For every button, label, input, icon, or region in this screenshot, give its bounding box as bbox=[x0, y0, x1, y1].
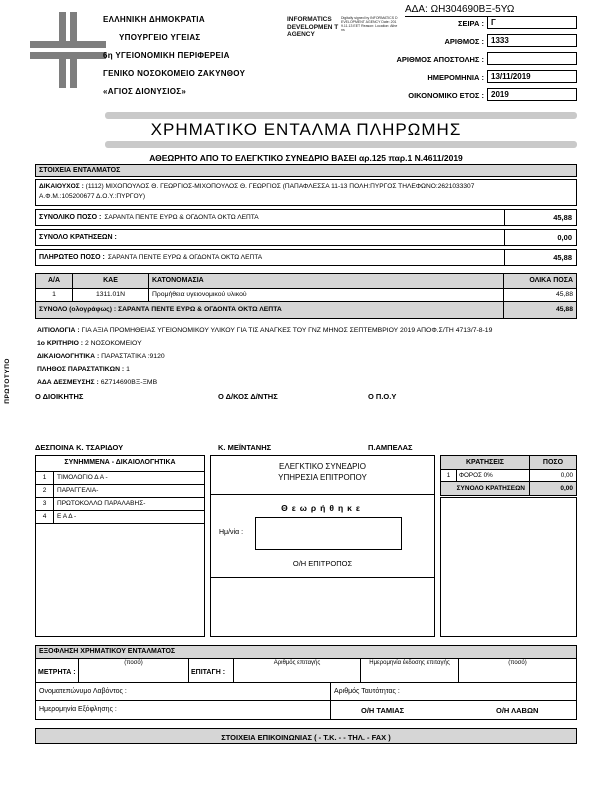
criterion-value: 2 ΝΟΣΟΚΟΜΕΙΟΥ bbox=[84, 340, 142, 347]
hospital-cross-logo bbox=[30, 12, 106, 88]
total-amount-label: ΣΥΝΟΛΙΚΟ ΠΟΣΟ : bbox=[39, 214, 102, 221]
total-amount-row bbox=[35, 209, 577, 226]
payoff-signatures-area bbox=[331, 701, 576, 719]
beneficiary-box bbox=[35, 179, 577, 206]
cheque-number-caption: Αριθμός επιταγής bbox=[273, 660, 321, 666]
docs-count-label: ΠΛΗΘΟΣ ΠΑΡΑΣΤΑΤΙΚΩΝ : bbox=[37, 366, 125, 373]
court-line2: ΥΠΗΡΕΣΙΑ ΕΠΙΤΡΟΠΟΥ bbox=[278, 473, 367, 482]
page-subtitle: ΑΘΕΩΡΗΤΟ ΑΠΟ ΤΟ ΕΛΕΓΚΤΙΚΟ ΣΥΝΕΔΡΙΟ ΒΑΣΕΙ αρ.125 παρ.1 Ν.4611/2019 bbox=[149, 153, 463, 163]
org-hospital-name: «ΑΓΙΟΣ ΔΙΟΝΥΣΙΟΣ» bbox=[103, 87, 187, 96]
signatory-name-governor: ΔΕΣΠΟΙΝΑ Κ. ΤΣΑΡΙΔΟΥ bbox=[35, 443, 124, 452]
cheque-amount-caption: (ποσό) bbox=[508, 660, 527, 666]
court-of-audit-panel bbox=[210, 455, 435, 637]
org-ministry: ΥΠΟΥΡΓΕΙΟ ΥΓΕΙΑΣ bbox=[119, 33, 201, 42]
supporting-docs-line bbox=[37, 353, 165, 360]
cheque-date-caption: Ημερομηνία έκδοσης επιταγής bbox=[369, 660, 450, 666]
beneficiary-line2: Α.Φ.Μ.:105200677 Δ.Ο.Υ.:ΠΥΡΓΟΥ) bbox=[39, 193, 146, 200]
payable-amount-row bbox=[35, 249, 577, 266]
attachment-text: ΠΑΡΑΓΓΕΛΙΑ- bbox=[57, 487, 99, 494]
series-label: ΣΕΙΡΑ : bbox=[457, 19, 484, 28]
attachment-text: ΤΙΜΟΛΟΓΙΟ Δ Α - bbox=[57, 474, 108, 481]
payoff-date-label: Ημερομηνία Εξόφλησης : bbox=[36, 701, 331, 719]
approval-date-label: Ημ/νία : bbox=[219, 529, 244, 536]
org-country: ΕΛΛΗΝΙΚΗ ΔΗΜΟΚΡΑΤΙΑ bbox=[103, 15, 205, 24]
approval-date-row bbox=[211, 517, 434, 557]
attachment-text: ΠΡΩΤΟΚΟΛΛΟ ΠΑΡΑΛΑΒΗΣ- bbox=[57, 500, 146, 507]
cash-amount-caption: (ποσό) bbox=[124, 660, 143, 666]
ada-value: ΩΗ304690ΒΞ-5ΥΩ bbox=[430, 4, 515, 15]
cheque-date-cell bbox=[361, 659, 459, 682]
signatory-name-cfo: Π.ΑΜΠΕΛΑΣ bbox=[368, 443, 413, 452]
payable-amount-words: ΣΑΡΑΝΤΑ ΠΕΝΤΕ ΕΥΡΩ & ΟΓΔΟΝΤΑ ΟΚΤΩ ΛΕΠΤΑ bbox=[107, 254, 263, 261]
dispatch-number-box bbox=[487, 52, 577, 65]
attachment-num: 2 bbox=[36, 485, 54, 497]
items-table bbox=[35, 273, 577, 319]
signatory-role-admin-director: Ο Δ/ΚΟΣ Δ/ΝΤΗΣ bbox=[218, 392, 278, 401]
item-name: Προμήθεια υγειονομικού υλικού bbox=[149, 289, 504, 301]
contact-info-bar: ΣΤΟΙΧΕΙΑ ΕΠΙΚΟΙΝΩΝΙΑΣ ( - Τ.Κ. - - ΤΗΛ. - FAX ) bbox=[35, 728, 577, 744]
approval-date-box bbox=[255, 517, 402, 550]
payoff-section-header: ΕΞΟΦΛΗΣΗ ΧΡΗΜΑΤΙΚΟΥ ΕΝΤΑΛΜΑΤΟΣ bbox=[36, 646, 576, 659]
title-bar-top bbox=[105, 112, 577, 119]
attachment-row bbox=[36, 511, 204, 524]
payoff-method-row bbox=[36, 659, 576, 683]
title-bar-bottom bbox=[105, 141, 577, 148]
cheque-number-cell bbox=[234, 659, 361, 682]
deductions-sum-label: ΣΥΝΟΛΟ ΚΡΑΤΗΣΕΩΝ bbox=[456, 485, 525, 492]
supporting-docs-value: ΠΑΡΑΣΤΑΤΙΚΑ :9120 bbox=[101, 353, 165, 360]
item-aa: 1 bbox=[36, 289, 73, 301]
payable-amount-label: ΠΛΗΡΩΤΕΟ ΠΟΣΟ : bbox=[39, 254, 105, 261]
item-amount: 45,88 bbox=[555, 291, 573, 298]
payoff-date-row bbox=[36, 701, 576, 719]
dispatch-number-label: ΑΡΙΘΜΟΣ ΑΠΟΣΤΟΛΗΣ : bbox=[396, 55, 484, 64]
section-warrant-data-header: ΣΤΟΙΧΕΙΑ ΕΝΤΑΛΜΑΤΟΣ bbox=[35, 164, 577, 177]
deductions-total-value: 0,00 bbox=[504, 230, 576, 245]
commissioner-label: Ο/Η ΕΠΙΤΡΟΠΟΣ bbox=[292, 559, 353, 568]
col-header-amount: ΟΛΙΚΑ ΠΟΣΑ bbox=[529, 277, 573, 284]
total-amount-value: 45,88 bbox=[504, 210, 576, 225]
court-line1: ΕΛΕΓΚΤΙΚΟ ΣΥΝΕΔΡΙΟ bbox=[279, 462, 366, 471]
court-divider-top bbox=[211, 494, 434, 495]
number-box: 1333 bbox=[487, 34, 577, 47]
receiver-label: Ο/Η ΛΑΒΩΝ bbox=[496, 706, 539, 715]
deductions-total-row bbox=[35, 229, 577, 246]
cheque-label: ΕΠΙΤΑΓΗ : bbox=[189, 659, 234, 682]
org-hospital: ΓΕΝΙΚΟ ΝΟΣΟΚΟΜΕΙΟ ΖΑΚΥΝΘΟΥ bbox=[103, 69, 246, 78]
justification-label: ΑΙΤΙΟΛΟΓΙΑ : bbox=[37, 327, 80, 334]
recipient-name-label: Ονοματεπώνυμο Λαβόντος : bbox=[36, 683, 331, 700]
beneficiary-line1: (1112) ΜΙΧΟΠΟΥΛΟΣ Θ. ΓΕΩΡΓΙΟΣ-ΜΙΧΟΠΟΥΛΟΣ Θ. ΓΕΩΡΓΙΟΣ (ΠΑΠΑΦΛΕΣΣΑ 11-13 ΠΟΛΗ:ΠΥΡΓΟΣ ΤΗΛΕΦΩΝΟ:2621033307 bbox=[85, 183, 475, 190]
deductions-total-row-bottom bbox=[441, 482, 576, 495]
criterion-label: 1ο ΚΡΙΤΗΡΙΟ : bbox=[37, 340, 84, 347]
items-table-header bbox=[36, 274, 576, 289]
court-divider-bottom bbox=[211, 577, 434, 578]
attachment-text: Ε Α Δ - bbox=[57, 513, 77, 520]
deductions-table bbox=[440, 455, 577, 496]
deductions-col-amount: ΠΟΣΟ bbox=[529, 456, 576, 469]
col-header-kae: ΚΑΕ bbox=[73, 274, 149, 288]
items-total-label: ΣΥΝΟΛΟ (ολογράφως) : ΣΑΡΑΝΤΑ ΠΕΝΤΕ ΕΥΡΩ & ΟΓΔΟΝΤΑ ΟΚΤΩ ΛΕΠΤΑ bbox=[36, 302, 504, 318]
deduction-amount: 0,00 bbox=[529, 470, 576, 481]
commitment-ada-line bbox=[37, 379, 157, 386]
payoff-section bbox=[35, 645, 577, 720]
attachment-num: 3 bbox=[36, 498, 54, 510]
signatory-role-governor: Ο ΔΙΟΙΚΗΤΗΣ bbox=[35, 392, 84, 401]
deductions-col-name: ΚΡΑΤΗΣΕΙΣ bbox=[465, 459, 505, 466]
items-table-total-row bbox=[36, 302, 576, 318]
payable-amount-value: 45,88 bbox=[504, 250, 576, 265]
docs-count-value: 1 bbox=[126, 366, 130, 373]
series-box: Γ bbox=[487, 16, 577, 29]
cashier-label: Ο/Η ΤΑΜΙΑΣ bbox=[361, 706, 405, 715]
attachments-title: ΣΥΝΗΜΜΕΝΑ - ΔΙΚΑΙΟΛΟΓΗΤΙΚΑ bbox=[36, 456, 204, 472]
recipient-id-label: Αριθμός Ταυτότητας : bbox=[334, 688, 400, 695]
commitment-ada-label: ΑΔΑ ΔΕΣΜΕΥΣΗΣ : bbox=[37, 379, 99, 386]
supporting-docs-label: ΔΙΚΑΙΟΛΟΓΗΤΙΚΑ : bbox=[37, 353, 100, 360]
date-label: ΗΜΕΡΟΜΗΝΙΑ : bbox=[427, 73, 484, 82]
total-amount-words: ΣΑΡΑΝΤΑ ΠΕΝΤΕ ΕΥΡΩ & ΟΓΔΟΝΤΑ ΟΚΤΩ ΛΕΠΤΑ bbox=[104, 214, 259, 221]
attachment-row bbox=[36, 485, 204, 498]
table-row bbox=[36, 289, 576, 302]
ada-label: ΑΔΑ: bbox=[405, 4, 428, 15]
fiscal-year-label: ΟΙΚΟΝΟΜΙΚΟ ΕΤΟΣ : bbox=[408, 91, 484, 100]
cash-amount-cell bbox=[79, 659, 189, 682]
date-box: 13/11/2019 bbox=[487, 70, 577, 83]
deductions-header-row bbox=[441, 456, 576, 470]
copy-type-label: ΠΡΩΤΟΤΥΠΟ bbox=[4, 358, 11, 404]
deductions-sum-amount: 0,00 bbox=[529, 482, 576, 495]
beneficiary-label: ΔΙΚΑΙΟΥΧΟΣ : bbox=[39, 183, 84, 190]
deduction-name: ΦΟΡΟΣ 0% bbox=[459, 472, 493, 479]
org-region: 6η ΥΓΕΙΟΝΟΜΙΚΗ ΠΕΡΙΦΕΡΕΙΑ bbox=[103, 51, 230, 60]
digital-signature-agency: INFORMATICS DEVELOPMEN T AGENCY bbox=[287, 16, 339, 38]
cheque-amount-cell bbox=[459, 659, 576, 682]
deductions-total-label: ΣΥΝΟΛΟ ΚΡΑΤΗΣΕΩΝ : bbox=[39, 234, 117, 241]
recipient-row bbox=[36, 683, 576, 701]
signatory-name-admin-director: Κ. ΜΕΪΝΤΑΝΗΣ bbox=[218, 443, 272, 452]
number-label: ΑΡΙΘΜΟΣ : bbox=[444, 37, 484, 46]
digital-signature-details: Digitally signed by INFORMATICS DEVELOPMENT AGENCY Date: 2019.11.13 EET Reason: Location: Athens bbox=[341, 16, 398, 32]
approved-stamp-label: Θεωρήθηκε bbox=[281, 503, 364, 513]
item-kae: 1311.01Ν bbox=[73, 289, 149, 301]
deduction-row bbox=[441, 470, 576, 482]
attachments-panel bbox=[35, 455, 205, 637]
attachment-num: 1 bbox=[36, 472, 54, 484]
justification-value: ΓΙΑ ΑΞΙΑ ΠΡΟΜΗΘΕΙΑΣ ΥΓΕΙΟΝΟΜΙΚΟΥ ΥΛΙΚΟΥ ΓΙΑ ΤΙΣ ΑΝΑΓΚΕΣ ΤΟΥ ΓΝΖ ΜΗΝΟΣ ΣΕΠΤΕΜΒΡΙΟΥ 2019 ΑΠΟΦ.Σ/ΤΗ 4713/7-8-19 bbox=[81, 327, 493, 334]
cross-horizontal-bar bbox=[30, 41, 106, 59]
docs-count-line bbox=[37, 366, 130, 373]
page-title: ΧΡΗΜΑΤΙΚΟ ΕΝΤΑΛΜΑ ΠΛΗΡΩΜΗΣ bbox=[150, 120, 462, 139]
deductions-empty-box bbox=[440, 497, 577, 637]
col-header-name: ΚΑΤΟΝΟΜΑΣΙΑ bbox=[149, 274, 504, 288]
attachment-num: 4 bbox=[36, 511, 54, 523]
fiscal-year-box: 2019 bbox=[487, 88, 577, 101]
criterion-line bbox=[37, 340, 142, 347]
attachment-row bbox=[36, 498, 204, 511]
issuer-block bbox=[103, 15, 283, 96]
col-header-aa: Α/Α bbox=[36, 274, 73, 288]
signatory-role-cfo: Ο Π.Ο.Υ bbox=[368, 392, 397, 401]
deduction-num: 1 bbox=[441, 470, 457, 481]
cash-label: ΜΕΤΡΗΤΑ : bbox=[36, 659, 79, 682]
justification-line bbox=[37, 327, 492, 334]
commitment-ada-value: 6Ζ714690ΒΞ-ΞΜΒ bbox=[100, 379, 158, 386]
attachment-row bbox=[36, 472, 204, 485]
items-total-amount: 45,88 bbox=[555, 306, 573, 313]
